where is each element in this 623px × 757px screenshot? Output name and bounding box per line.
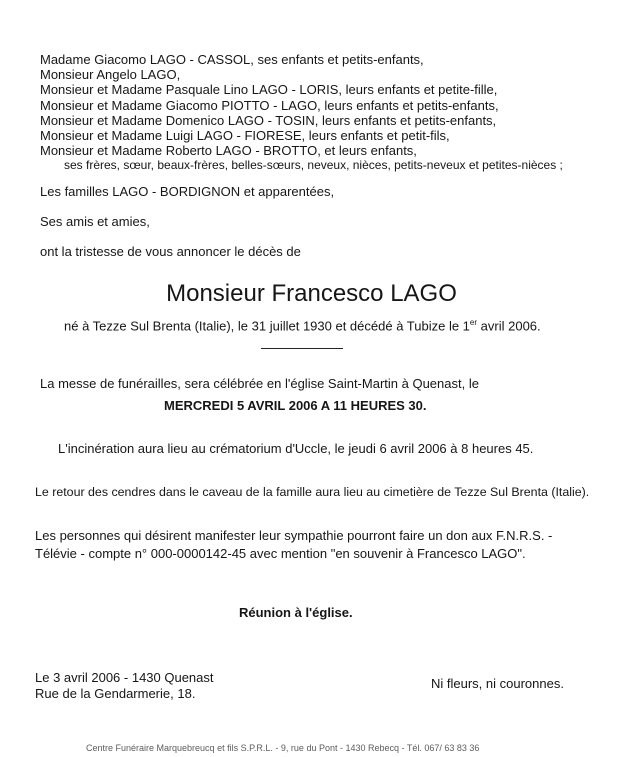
funeral-home-footer: Centre Funéraire Marquebreucq et fils S.P.R.L. - 9, rue du Pont - 1430 Rebecq - Tél. 067/ 63 83 36 [86, 743, 480, 753]
birth-death-text-end: avril 2006. [477, 318, 541, 334]
date-place: Le 3 avril 2006 - 1430 Quenast [35, 670, 214, 685]
family-line: Monsieur et Madame Giacomo PIOTTO - LAGO, leurs enfants et petits-enfants, [40, 97, 499, 113]
divider [261, 348, 343, 349]
family-line: Monsieur Angelo LAGO, [40, 67, 181, 83]
address: Rue de la Gendarmerie, 18. [35, 686, 196, 701]
birth-death-line [64, 318, 541, 333]
announcement-line: ont la tristesse de vous annoncer le décès de [40, 244, 301, 259]
family-line: Monsieur et Madame Roberto LAGO - BROTTO, et leurs enfants, [40, 143, 417, 159]
funeral-mass-date: MERCREDI 5 AVRIL 2006 A 11 HEURES 30. [164, 398, 427, 413]
birth-death-text: né à Tezze Sul Brenta (Italie), le 31 juillet 1930 et décédé à Tubize le 1 [64, 318, 470, 334]
funeral-mass-line: La messe de funérailles, sera célébrée en l'église Saint-Martin à Quenast, le [40, 376, 479, 391]
family-line: Monsieur et Madame Domenico LAGO - TOSIN, leurs enfants et petits-enfants, [40, 112, 497, 128]
friends-line: Ses amis et amies, [40, 214, 150, 229]
no-flowers-note: Ni fleurs, ni couronnes. [431, 676, 564, 691]
extended-families: Les familles LAGO - BORDIGNON et apparentées, [40, 184, 335, 199]
ashes-line: Le retour des cendres dans le caveau de la famille aura lieu au cimetière de Tezze Sul Brenta (Italie). [35, 485, 590, 499]
relatives-line: ses frères, sœur, beaux-frères, belles-sœurs, neveux, nièces, petits-neveux et petites-nièces ; [64, 158, 563, 173]
reunion-note: Réunion à l'église. [239, 605, 353, 620]
ordinal-suffix: er [469, 318, 478, 327]
cremation-line: L'incinération aura lieu au crématorium d'Uccle, le jeudi 6 avril 2006 à 8 heures 45. [58, 441, 534, 456]
family-line: Monsieur et Madame Pasquale Lino LAGO - LORIS, leurs enfants et petite-fille, [40, 82, 498, 98]
family-list [40, 52, 563, 174]
donation-line-2: Télévie - compte n° 000-0000142-45 avec mention "en souvenir à Francesco LAGO". [35, 546, 526, 561]
donation-line-1: Les personnes qui désirent manifester leur sympathie pourront faire un don aux F.N.R.S. - [35, 528, 553, 543]
deceased-name: Monsieur Francesco LAGO [166, 280, 457, 307]
family-line: Madame Giacomo LAGO - CASSOL, ses enfants et petits-enfants, [40, 52, 424, 67]
family-line: Monsieur et Madame Luigi LAGO - FIORESE, leurs enfants et petit-fils, [40, 128, 450, 144]
